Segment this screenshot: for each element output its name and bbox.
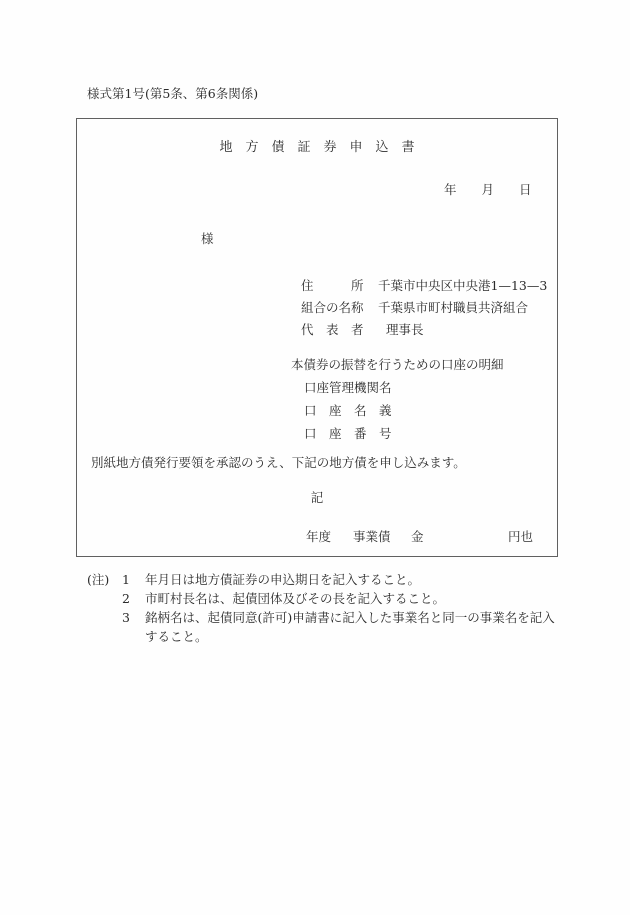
form-number: 様式第1号(第5条、第6条関係) — [87, 86, 259, 101]
note-text: 銘柄名は、起債同意(許可)申請書に記入した事業名と同一の事業名を記入すること。 — [145, 610, 555, 644]
note-number: 3 — [122, 610, 130, 625]
date-line: 年 月 日 — [444, 182, 532, 197]
note-text: 年月日は地方債証券の申込期日を記入すること。 — [145, 572, 421, 587]
note-item — [122, 570, 572, 589]
notes-block — [87, 570, 572, 646]
note-item — [122, 589, 572, 608]
org-name-label: 組合の名称 — [301, 300, 364, 315]
account-manager-label: 口座管理機関名 — [304, 380, 392, 395]
form-title: 地 方 債 証 券 申 込 書 — [219, 140, 415, 155]
representative-value: 理事長 — [386, 322, 424, 337]
account-name-label: 口 座 名 義 — [304, 403, 392, 418]
fiscal-year-label: 年度 — [306, 529, 332, 544]
account-number-label: 口 座 番 号 — [304, 426, 392, 441]
applicant-block — [301, 275, 547, 341]
record-marker: 記 — [310, 490, 324, 505]
note-item — [122, 608, 572, 646]
transfer-account-block — [291, 353, 504, 445]
application-statement: 別紙地方債発行要領を承認のうえ、下記の地方債を申し込みます。 — [91, 455, 466, 470]
org-name-value: 千葉県市町村職員共済組合 — [378, 300, 529, 315]
representative-label: 代 表 者 — [301, 322, 364, 337]
addressee-suffix: 様 — [201, 231, 214, 246]
note-text: 市町村長名は、起債団体及びその長を記入すること。 — [145, 591, 446, 606]
address-label: 住 所 — [301, 278, 364, 293]
bond-name-label: 事業債 — [353, 529, 391, 544]
amount-suffix-label: 円也 — [508, 529, 534, 544]
note-number: 2 — [122, 591, 130, 606]
amount-prefix-label: 金 — [411, 529, 424, 544]
account-details-heading: 本債券の振替を行うための口座の明細 — [291, 357, 504, 372]
bond-entry-line — [77, 527, 557, 547]
notes-label: (注) — [87, 572, 110, 587]
applicant-representative-row — [301, 319, 547, 341]
applicant-address-row — [301, 275, 547, 297]
form-border-box — [76, 118, 558, 557]
note-number: 1 — [122, 572, 130, 587]
applicant-org-row — [301, 297, 547, 319]
address-value: 千葉市中央区中央港1—13—3 — [378, 278, 548, 293]
